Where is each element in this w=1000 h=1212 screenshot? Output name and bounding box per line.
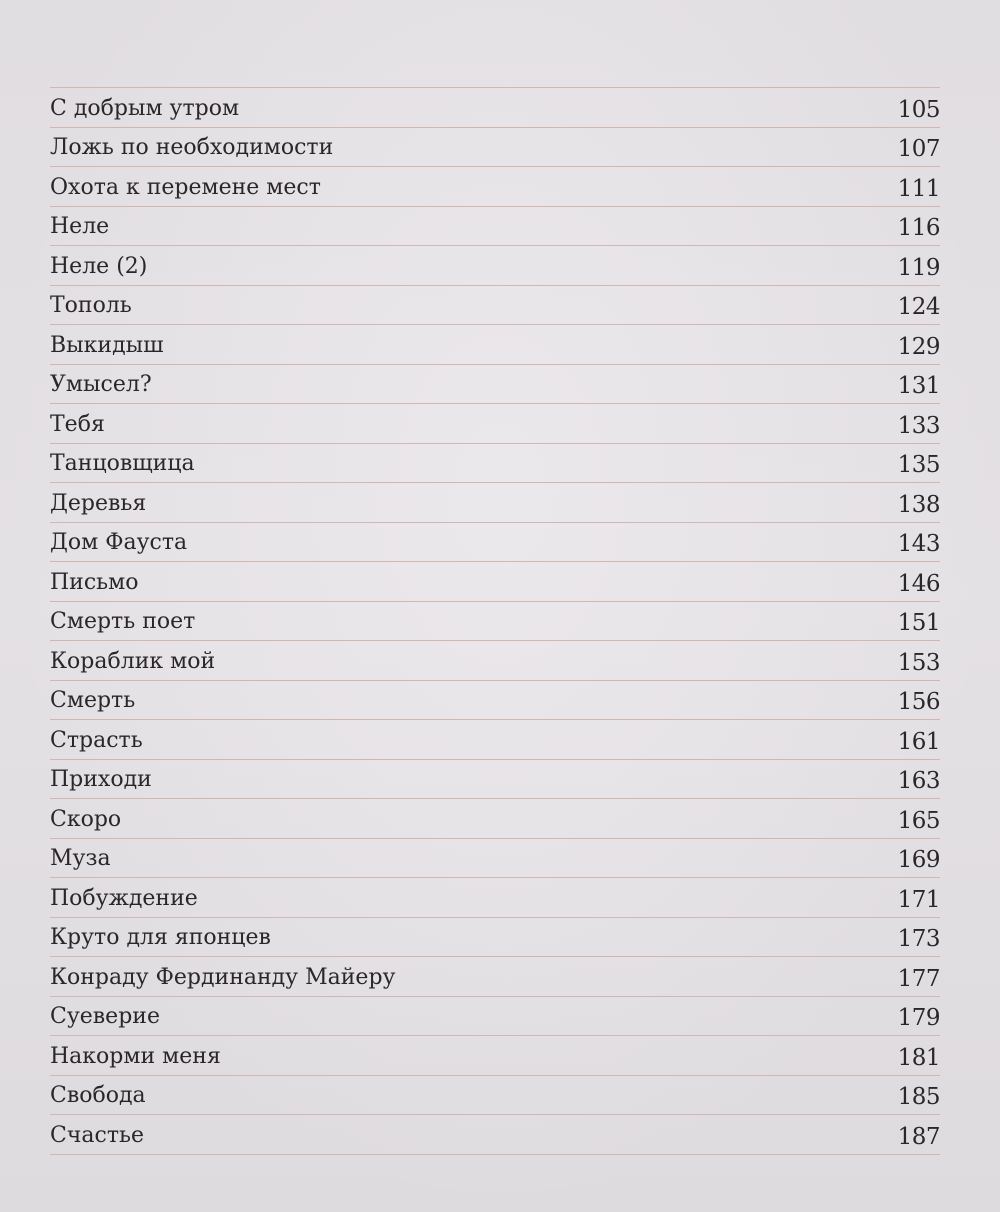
toc-entry-page-number: 179 <box>897 1005 940 1031</box>
toc-entry-page-number: 107 <box>897 136 940 162</box>
toc-entry-title: Страсть <box>50 727 143 753</box>
toc-entry-title: Дом Фауста <box>50 530 188 555</box>
toc-entry-title: Суеверие <box>50 1004 160 1029</box>
toc-entry-page-number: 187 <box>897 1123 940 1150</box>
toc-entry-title: Деревья <box>50 490 147 516</box>
toc-entry-title: Муза <box>50 846 111 871</box>
toc-entry-page-number: 143 <box>897 531 940 557</box>
toc-entry-title: Скоро <box>50 806 122 832</box>
toc-entry <box>50 997 940 1037</box>
toc-entry-title: Конраду Фердинанду Майеру <box>50 964 396 990</box>
toc-entry-title: Тополь <box>50 293 132 318</box>
toc-entry-page-number: 131 <box>897 373 940 399</box>
toc-entry-page-number: 165 <box>897 807 940 834</box>
toc-entry <box>50 562 940 602</box>
toc-entry <box>50 404 940 444</box>
toc-entry-page-number: 173 <box>897 926 940 952</box>
toc-entry-title: Смерть поет <box>50 609 196 634</box>
toc-entry-title: Кораблик мой <box>50 648 216 674</box>
toc-entry-page-number: 105 <box>897 96 940 123</box>
toc-entry-page-number: 171 <box>897 886 940 913</box>
toc-entry <box>50 1076 940 1116</box>
toc-entry-page-number: 119 <box>897 254 940 281</box>
toc-entry-page-number: 135 <box>897 452 940 478</box>
toc-entry <box>50 918 940 958</box>
toc-entry-title: Выкидыш <box>50 332 164 358</box>
toc-entry-page-number: 181 <box>897 1044 940 1071</box>
toc-entry-page-number: 169 <box>897 847 940 873</box>
toc-entry <box>50 641 940 681</box>
toc-entry <box>50 365 940 405</box>
toc-entry-page-number: 177 <box>897 965 940 992</box>
toc-entry <box>50 760 940 800</box>
toc-entry <box>50 681 940 721</box>
toc-entry-title: Письмо <box>50 569 139 595</box>
toc-entry-page-number: 129 <box>897 333 940 360</box>
toc-entry <box>50 246 940 286</box>
toc-entry-title: Приходи <box>50 767 152 792</box>
toc-entry <box>50 207 940 247</box>
toc-entry-title: Умысел? <box>50 372 152 397</box>
toc-entry-page-number: 153 <box>897 649 940 676</box>
toc-entry <box>50 167 940 207</box>
toc-entry-title: Смерть <box>50 688 136 713</box>
toc-entry-page-number: 111 <box>897 175 940 202</box>
toc-entry <box>50 1115 940 1155</box>
toc-entry <box>50 1036 940 1076</box>
toc-entry <box>50 602 940 642</box>
toc-entry <box>50 128 940 168</box>
toc-entry <box>50 957 940 997</box>
toc-entry-page-number: 156 <box>897 689 940 715</box>
toc-entry-page-number: 133 <box>897 412 940 439</box>
toc-entry-page-number: 151 <box>897 610 940 636</box>
toc-entry-page-number: 163 <box>897 768 940 794</box>
toc-entry <box>50 720 940 760</box>
toc-entry-page-number: 116 <box>897 215 940 241</box>
toc-entry-page-number: 161 <box>897 728 940 755</box>
toc-entry-title: Ложь по необходимости <box>50 135 334 160</box>
toc-entry-title: Свобода <box>50 1083 146 1108</box>
toc-entry <box>50 286 940 326</box>
toc-entry-title: Накорми меня <box>50 1043 221 1069</box>
toc-entry-title: Неле <box>50 214 110 239</box>
toc-entry-title: Тебя <box>50 411 105 437</box>
toc-entry <box>50 325 940 365</box>
toc-entry-title: Неле (2) <box>50 253 148 279</box>
toc-entry <box>50 878 940 918</box>
toc-entry-title: Танцовщица <box>50 451 195 476</box>
toc-entry <box>50 839 940 879</box>
toc-entry <box>50 799 940 839</box>
toc-entry-title: Побуждение <box>50 885 198 911</box>
toc-entry <box>50 523 940 563</box>
toc-entry <box>50 483 940 523</box>
toc-entry-title: Охота к перемене мест <box>50 174 321 200</box>
table-of-contents <box>50 87 940 1155</box>
toc-entry <box>50 88 940 128</box>
toc-entry-page-number: 185 <box>897 1084 940 1110</box>
toc-entry-page-number: 138 <box>897 491 940 518</box>
toc-entry-title: С добрым утром <box>50 95 240 121</box>
toc-entry <box>50 444 940 484</box>
toc-entry-page-number: 124 <box>897 294 940 320</box>
toc-entry-title: Круто для японцев <box>50 925 271 950</box>
toc-entry-title: Счастье <box>50 1122 144 1148</box>
toc-entry-page-number: 146 <box>897 570 940 597</box>
